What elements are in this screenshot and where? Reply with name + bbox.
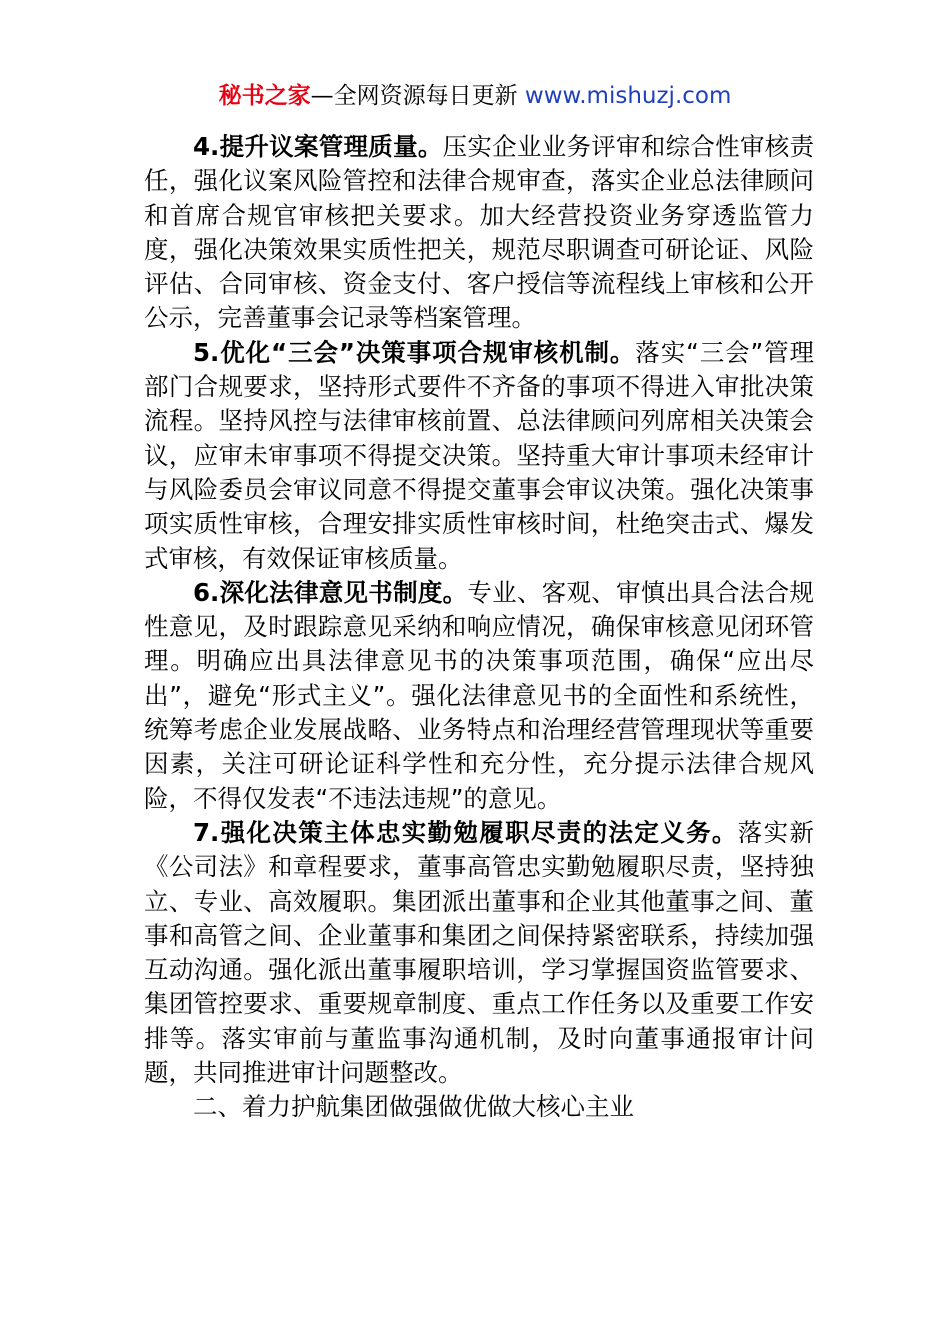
- brand-name: 秘书之家: [218, 83, 311, 109]
- paragraph-heading: 5.优化“三会”决策事项合规审核机制。: [193, 337, 636, 367]
- paragraph-text: 压实企业业务评审和综合性审核责任，强化议案风险管控和法律合规审查，落实企业总法律顾问和首席合规官审核把关要求。加大经营投资业务穿透监管力度，强化决策效果实质性把关，规范尽职调查可研论证、风险评估、合同审核、资金支付、客户授信等流程线上审核和公开公示，完善董事会记录等档案管理。: [144, 132, 814, 333]
- paragraph-heading: 7.强化决策主体忠实勤勉履职尽责的法定义务。: [193, 817, 738, 847]
- paragraph-item-7: [144, 816, 814, 1090]
- paragraph-text: 落实新《公司法》和章程要求，董事高管忠实勤勉履职尽责，坚持独立、专业、高效履职。集团派出董事和企业其他董事之间、董事和高管之间、企业董事和集团之间保持紧密联系，持续加强互动沟通。强化派出董事履职培训，学习掌握国资监管要求、集团管控要求、重要规章制度、重点工作任务以及重要工作安排等。落实审前与董监事沟通机制，及时向董事通报审计问题，共同推进审计问题整改。: [144, 817, 815, 1088]
- paragraph-item-5: [144, 336, 814, 576]
- header-tagline: —全网资源每日更新: [310, 83, 518, 109]
- paragraph-item-6: [144, 576, 814, 816]
- section-heading-2: [144, 1090, 814, 1124]
- site-header: [0, 80, 950, 112]
- document-body: [144, 130, 814, 1125]
- paragraph-item-4: [144, 130, 814, 336]
- site-url-link[interactable]: www.mishuzj.com: [524, 83, 732, 109]
- paragraph-heading: 6.深化法律意见书制度。: [193, 577, 468, 607]
- section-heading-text: 二、着力护航集团做强做优做大核心主业: [193, 1092, 634, 1122]
- paragraph-text: 落实“三会”管理部门合规要求，坚持形式要件不齐备的事项不得进入审批决策流程。坚持风控与法律审核前置、总法律顾问列席相关决策会议，应审未审事项不得提交决策。坚持重大审计事项未经审计与风险委员会审议同意不得提交董事会审议决策。强化决策事项实质性审核，合理安排实质性审核时间，杜绝突击式、爆发式审核，有效保证审核质量。: [144, 337, 814, 573]
- paragraph-text: 专业、客观、审慎出具合法合规性意见，及时跟踪意见采纳和响应情况，确保审核意见闭环管理。明确应出具法律意见书的决策事项范围，确保“应出尽出”，避免“形式主义”。强化法律意见书的全面性和系统性，统筹考虑企业发展战略、业务特点和治理经营管理现状等重要因素，关注可研论证科学性和充分性，充分提示法律合规风险，不得仅发表“不违法违规”的意见。: [144, 577, 815, 813]
- paragraph-heading: 4.提升议案管理质量。: [193, 132, 443, 161]
